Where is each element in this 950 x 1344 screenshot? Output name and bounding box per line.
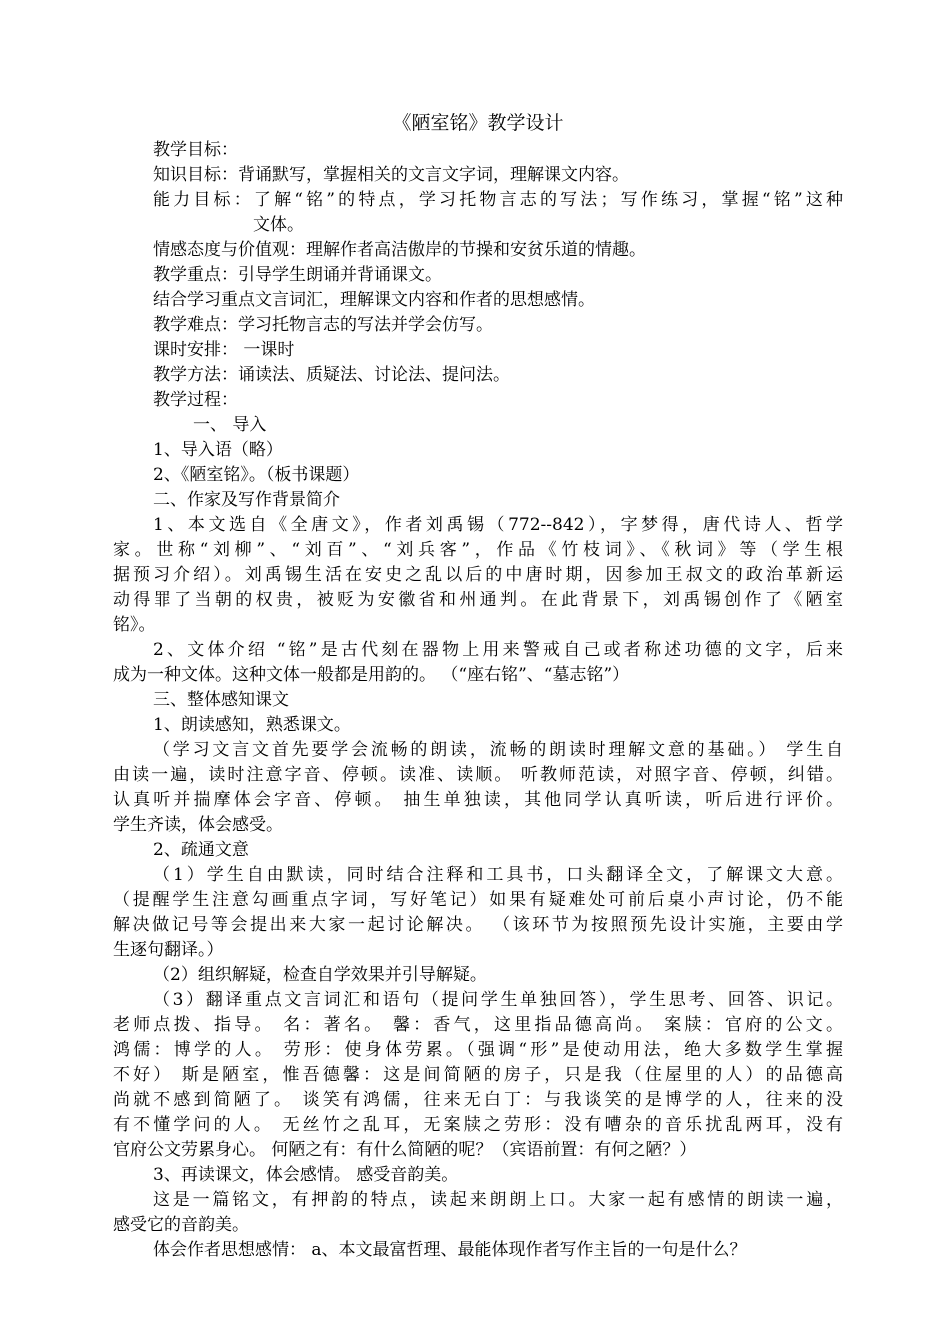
text-line: 2、疏通文意 — [153, 840, 249, 860]
text-line: 结合学习重点文言词汇，理解课文内容和作者的思想感情。 — [153, 290, 595, 310]
text-line: 1、导入语（略） — [153, 440, 283, 460]
text-line: 1、本文选自《全唐文》，作者刘禹锡（772--842），字梦得，唐代诗人、哲学 — [153, 515, 843, 535]
text-line: 官府公文劳累身心。 何陋之有：有什么简陋的呢？（宾语前置：有何之陋？） — [113, 1140, 697, 1160]
text-line: 由读一遍，读时注意字音、停顿。读准、读顺。 听教师范读，对照字音、停顿，纠错。 — [113, 765, 843, 785]
text-line: （2）组织解疑，检查自学效果并引导解疑。 — [153, 965, 487, 985]
text-line: 教学方法：诵读法、质疑法、讨论法、提问法。 — [153, 365, 510, 385]
text-line: 体会作者思想感情： a、本文最富哲理、最能体现作者写作主旨的一句是什么？ — [153, 1240, 747, 1260]
text-line: 感受它的音韵美。 — [113, 1215, 249, 1235]
text-line: 教学难点：学习托物言志的写法并学会仿写。 — [153, 315, 493, 335]
text-line: 老师点拨、指导。 名：著名。 馨：香气，这里指品德高尚。 案牍：官府的公文。 — [113, 1015, 843, 1035]
text-line: 成为一种文体。这种文体一般都是用韵的。 （“座右铭”、“墓志铭”） — [113, 665, 630, 685]
text-line: （1）学生自由默读，同时结合注释和工具书，口头翻译全文，了解课文大意。 — [153, 865, 843, 885]
text-line: 2、文体介绍 “铭”是古代刻在器物上用来警戒自己或者称述功德的文字，后来 — [153, 640, 843, 660]
text-line: 鸿儒：博学的人。 劳形：使身体劳累。（强调“形”是使动用法，绝大多数学生掌握 — [113, 1040, 843, 1060]
text-line: 学生齐读，体会感受。 — [113, 815, 283, 835]
text-line: 教学过程： — [153, 390, 238, 410]
text-line: 课时安排： 一课时 — [153, 340, 295, 360]
document-body — [113, 110, 843, 1263]
text-line: 文体。 — [253, 215, 304, 235]
text-line: 这是一篇铭文，有押韵的特点，读起来朗朗上口。大家一起有感情的朗读一遍， — [153, 1190, 843, 1210]
text-line: 家。世称“刘柳”、“刘百”、“刘兵客”，作品《竹枝词》、《秋词》等（学生根 — [113, 540, 843, 560]
text-line: （学习文言文首先要学会流畅的朗读，流畅的朗读时理解文意的基础。） 学生自 — [153, 740, 843, 760]
section-heading: 一、 导入 — [193, 415, 267, 435]
text-line: 教学目标： — [153, 140, 238, 160]
text-line: 动得罪了当朝的权贵，被贬为安徽省和州通判。在此背景下，刘禹锡创作了《陋室 — [113, 590, 843, 610]
text-line: 据预习介绍）。刘禹锡生活在安史之乱以后的中唐时期，因参加王叔文的政治革新运 — [113, 565, 843, 585]
section-heading: 三、整体感知课文 — [153, 690, 289, 710]
section-heading: 二、作家及写作背景简介 — [153, 490, 340, 510]
text-line: 2、《陋室铭》。（板书课题） — [153, 465, 360, 485]
document-title: 《陋室铭》教学设计 — [392, 112, 564, 134]
text-line: （3）翻译重点文言词汇和语句（提问学生单独回答），学生思考、回答、识记。 — [153, 990, 843, 1010]
text-line: 3、再读课文，体会感情。 感受音韵美。 — [153, 1165, 459, 1185]
text-line: （提醒学生注意勾画重点字词，写好笔记）如果有疑难处可前后桌小声讨论，仍不能 — [113, 890, 843, 910]
text-line: 尚就不感到简陋了。 谈笑有鸿儒，往来无白丁：与我谈笑的是博学的人，往来的没 — [113, 1090, 843, 1110]
text-line: 解决做记号等会提出来大家一起讨论解决。 （该环节为按照预先设计实施，主要由学 — [113, 915, 843, 935]
text-line: 能力目标：了解“铭”的特点，学习托物言志的写法；写作练习，掌握“铭”这种 — [153, 190, 843, 210]
text-line: 知识目标：背诵默写，掌握相关的文言文字词，理解课文内容。 — [153, 165, 629, 185]
text-line: 生逐句翻译。） — [113, 940, 224, 960]
text-line: 教学重点：引导学生朗诵并背诵课文。 — [153, 265, 442, 285]
text-line: 1、朗读感知，熟悉课文。 — [153, 715, 351, 735]
text-line: 有不懂学问的人。 无丝竹之乱耳，无案牍之劳形：没有嘈杂的音乐扰乱两耳，没有 — [113, 1115, 843, 1135]
text-line: 情感态度与价值观：理解作者高洁傲岸的节操和安贫乐道的情趣。 — [153, 240, 646, 260]
text-line: 不好） 斯是陋室，惟吾德馨：这是间简陋的房子，只是我（住屋里的人）的品德高 — [113, 1065, 843, 1085]
text-line: 认真听并揣摩体会字音、停顿。 抽生单独读，其他同学认真听读，听后进行评价。 — [113, 790, 843, 810]
text-line: 铭》。 — [113, 615, 156, 635]
